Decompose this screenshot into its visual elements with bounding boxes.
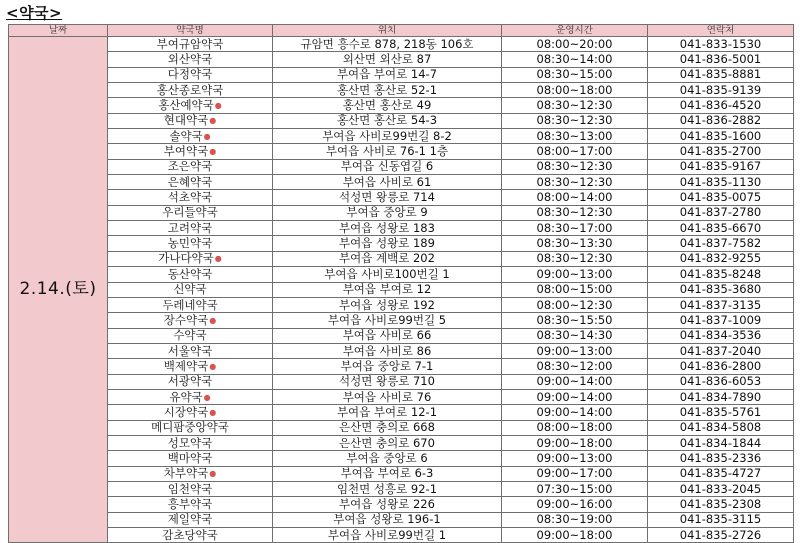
pharmacy-name-cell: [108, 159, 273, 174]
pharmacy-name: 시장약국: [163, 404, 209, 419]
pharmacy-name-cell: [108, 98, 273, 113]
phone-cell: 041-835-3680: [648, 282, 794, 297]
table-row: [9, 37, 794, 52]
pharmacy-name-cell: [108, 113, 273, 128]
pharmacy-name: 메디팜중앙약국: [151, 420, 229, 435]
pharmacy-name-cell: [108, 67, 273, 82]
marker-dot-icon: ●: [209, 407, 217, 417]
phone-cell: 041-835-8248: [648, 267, 794, 282]
phone-cell: 041-836-2800: [648, 359, 794, 374]
hours-cell: 09:00~16:00: [502, 497, 648, 512]
location-cell: 부여읍 사비로 76: [273, 389, 502, 404]
phone-cell: 041-835-6670: [648, 221, 794, 236]
date-cell: 2.14.(토): [9, 37, 108, 543]
pharmacy-name: 수약국: [173, 328, 207, 343]
header-hours: 운영시간: [502, 25, 648, 37]
location-cell: 부여읍 사비로100번길 1: [273, 267, 502, 282]
pharmacy-name-cell: [108, 83, 273, 98]
pharmacy-name: 흥부약국: [167, 496, 213, 511]
pharmacy-name-cell: [108, 267, 273, 282]
location-cell: 은산면 충의로 668: [273, 420, 502, 435]
header-phone: 연락처: [648, 25, 794, 37]
phone-cell: 041-837-2780: [648, 205, 794, 220]
phone-cell: 041-834-7890: [648, 389, 794, 404]
hours-cell: 08:30~14:30: [502, 328, 648, 343]
pharmacy-name: 동산약국: [167, 266, 213, 281]
location-cell: 부여읍 성왕로 226: [273, 497, 502, 512]
table-row: [9, 374, 794, 389]
hours-cell: 08:00~12:30: [502, 297, 648, 312]
location-cell: 부여읍 사비로 61: [273, 175, 502, 190]
phone-cell: 041-835-2700: [648, 144, 794, 159]
hours-cell: 08:00~15:00: [502, 282, 648, 297]
hours-cell: 08:30~13:00: [502, 129, 648, 144]
phone-cell: 041-837-2040: [648, 343, 794, 358]
location-cell: 부여읍 부여로 12-1: [273, 405, 502, 420]
pharmacy-name: 농민약국: [167, 236, 213, 251]
pharmacy-name: 제일약국: [167, 512, 213, 527]
table-row: [9, 435, 794, 450]
table-row: [9, 205, 794, 220]
table-body: [9, 37, 794, 543]
table-row: [9, 159, 794, 174]
table-row: [9, 451, 794, 466]
location-cell: 부여읍 부여로 6-3: [273, 466, 502, 481]
header-name: 약국명: [108, 25, 273, 37]
pharmacy-name: 현대약국: [163, 113, 209, 128]
table-row: [9, 267, 794, 282]
pharmacy-name-cell: [108, 144, 273, 159]
table-row: [9, 221, 794, 236]
pharmacy-name: 부여약국: [163, 144, 209, 159]
location-cell: 부여읍 부여로 12: [273, 282, 502, 297]
location-cell: 규암면 흥수로 878, 218동 106호: [273, 37, 502, 52]
location-cell: 석성면 왕릉로 714: [273, 190, 502, 205]
hours-cell: 09:00~13:00: [502, 451, 648, 466]
phone-cell: 041-835-4727: [648, 466, 794, 481]
hours-cell: 07:30~15:00: [502, 481, 648, 496]
pharmacy-name: 유약국: [169, 389, 203, 404]
pharmacy-name: 외산약국: [167, 52, 213, 67]
pharmacy-name-cell: [108, 497, 273, 512]
location-cell: 부여읍 부여로 14-7: [273, 67, 502, 82]
pharmacy-name-cell: [108, 297, 273, 312]
pharmacy-name-cell: [108, 190, 273, 205]
pharmacy-name-cell: [108, 481, 273, 496]
table-row: [9, 175, 794, 190]
pharmacy-name: 가나다약국: [158, 251, 214, 266]
table-row: [9, 389, 794, 404]
pharmacy-name-cell: [108, 466, 273, 481]
hours-cell: 09:00~13:00: [502, 267, 648, 282]
phone-cell: 041-835-2336: [648, 451, 794, 466]
phone-cell: 041-835-0075: [648, 190, 794, 205]
hours-cell: 09:00~14:00: [502, 374, 648, 389]
pharmacy-name: 홍산예약국: [158, 98, 214, 113]
pharmacy-name-cell: [108, 313, 273, 328]
hours-cell: 08:30~15:50: [502, 313, 648, 328]
pharmacy-name: 감초당약국: [162, 527, 218, 542]
phone-cell: 041-836-4520: [648, 98, 794, 113]
pharmacy-name: 백제약국: [163, 358, 209, 373]
hours-cell: 08:30~12:30: [502, 251, 648, 266]
phone-cell: 041-832-9255: [648, 251, 794, 266]
pharmacy-name: 성모약국: [167, 435, 213, 450]
location-cell: 부여읍 중앙로 6: [273, 451, 502, 466]
pharmacy-name: 솔약국: [169, 128, 203, 143]
phone-cell: 041-834-5808: [648, 420, 794, 435]
phone-cell: 041-837-7582: [648, 236, 794, 251]
pharmacy-name: 다정약국: [167, 67, 213, 82]
pharmacy-name-cell: [108, 405, 273, 420]
table-row: [9, 343, 794, 358]
hours-cell: 08:00~14:00: [502, 190, 648, 205]
phone-cell: 041-833-1530: [648, 37, 794, 52]
location-cell: 부여읍 계백로 202: [273, 251, 502, 266]
hours-cell: 08:30~12:00: [502, 359, 648, 374]
location-cell: 부여읍 성왕로 196-1: [273, 512, 502, 527]
pharmacy-name-cell: [108, 359, 273, 374]
pharmacy-name-cell: [108, 420, 273, 435]
pharmacy-name-cell: [108, 52, 273, 67]
pharmacy-name: 은혜약국: [167, 174, 213, 189]
table-row: [9, 236, 794, 251]
pharmacy-name-cell: [108, 282, 273, 297]
phone-cell: 041-834-1844: [648, 435, 794, 450]
table-row: [9, 190, 794, 205]
hours-cell: 09:00~14:00: [502, 389, 648, 404]
marker-dot-icon: ●: [209, 147, 217, 157]
hours-cell: 08:30~17:00: [502, 221, 648, 236]
table-row: [9, 328, 794, 343]
location-cell: 외산면 외산로 87: [273, 52, 502, 67]
hours-cell: 08:00~18:00: [502, 420, 648, 435]
pharmacy-table: [8, 24, 794, 543]
table-header-row: [9, 25, 794, 37]
hours-cell: 08:00~17:00: [502, 144, 648, 159]
marker-dot-icon: ●: [209, 315, 217, 325]
location-cell: 부여읍 사비로99번길 8-2: [273, 129, 502, 144]
phone-cell: 041-835-9167: [648, 159, 794, 174]
location-cell: 부여읍 사비로 86: [273, 343, 502, 358]
hours-cell: 09:00~14:00: [502, 405, 648, 420]
table-row: [9, 313, 794, 328]
phone-cell: 041-835-9139: [648, 83, 794, 98]
phone-cell: 041-835-1600: [648, 129, 794, 144]
location-cell: 홍산면 홍산로 49: [273, 98, 502, 113]
location-cell: 임천면 성흥로 92-1: [273, 481, 502, 496]
marker-dot-icon: ●: [203, 392, 211, 402]
phone-cell: 041-837-3135: [648, 297, 794, 312]
hours-cell: 08:30~13:30: [502, 236, 648, 251]
pharmacy-name-cell: [108, 512, 273, 527]
pharmacy-name-cell: [108, 236, 273, 251]
location-cell: 부여읍 사비로99번길 5: [273, 313, 502, 328]
table-row: [9, 98, 794, 113]
table-row: [9, 52, 794, 67]
hours-cell: 09:00~18:00: [502, 435, 648, 450]
marker-dot-icon: ●: [203, 131, 211, 141]
phone-cell: 041-833-2045: [648, 481, 794, 496]
phone-cell: 041-834-3536: [648, 328, 794, 343]
phone-cell: 041-835-5761: [648, 405, 794, 420]
location-cell: 부여읍 성왕로 192: [273, 297, 502, 312]
pharmacy-name-cell: [108, 221, 273, 236]
hours-cell: 08:00~18:00: [502, 83, 648, 98]
pharmacy-name-cell: [108, 374, 273, 389]
pharmacy-name: 장수약국: [163, 312, 209, 327]
pharmacy-name-cell: [108, 129, 273, 144]
pharmacy-name-cell: [108, 205, 273, 220]
pharmacy-name: 백마약국: [167, 450, 213, 465]
hours-cell: 08:30~15:00: [502, 67, 648, 82]
phone-cell: 041-835-2308: [648, 497, 794, 512]
location-cell: 부여읍 사비로99번길 1: [273, 528, 502, 543]
hours-cell: 08:30~19:00: [502, 512, 648, 527]
pharmacy-name-cell: [108, 175, 273, 190]
pharmacy-name-cell: [108, 37, 273, 52]
hours-cell: 08:00~20:00: [502, 37, 648, 52]
table-row: [9, 405, 794, 420]
pharmacy-name-cell: [108, 251, 273, 266]
pharmacy-name: 두레네약국: [162, 297, 218, 312]
pharmacy-name: 서울약국: [167, 343, 213, 358]
location-cell: 홍산면 홍산로 54-3: [273, 113, 502, 128]
location-cell: 부여읍 중앙로 7-1: [273, 359, 502, 374]
marker-dot-icon: ●: [214, 254, 222, 264]
table-row: [9, 481, 794, 496]
phone-cell: 041-836-5001: [648, 52, 794, 67]
hours-cell: 09:00~13:00: [502, 343, 648, 358]
pharmacy-name: 신약국: [173, 282, 207, 297]
table-row: [9, 67, 794, 82]
table-row: [9, 297, 794, 312]
pharmacy-name: 고려약국: [167, 220, 213, 235]
location-cell: 부여읍 성왕로 189: [273, 236, 502, 251]
location-cell: 홍산면 홍산로 52-1: [273, 83, 502, 98]
location-cell: 석성면 왕릉로 710: [273, 374, 502, 389]
hours-cell: 09:00~18:00: [502, 528, 648, 543]
pharmacy-name-cell: [108, 343, 273, 358]
table-row: [9, 466, 794, 481]
pharmacy-name: 조은약국: [167, 159, 213, 174]
hours-cell: 08:30~12:30: [502, 205, 648, 220]
pharmacy-name-cell: [108, 328, 273, 343]
pharmacy-name-cell: [108, 528, 273, 543]
phone-cell: 041-835-1130: [648, 175, 794, 190]
header-date: 날짜: [9, 25, 108, 37]
location-cell: 부여읍 사비로 76-1 1층: [273, 144, 502, 159]
table-row: [9, 497, 794, 512]
marker-dot-icon: ●: [209, 361, 217, 371]
phone-cell: 041-837-1009: [648, 313, 794, 328]
phone-cell: 041-835-3115: [648, 512, 794, 527]
pharmacy-name: 차부약국: [163, 466, 209, 481]
hours-cell: 08:30~12:30: [502, 98, 648, 113]
pharmacy-name-cell: [108, 451, 273, 466]
pharmacy-name: 부여규암약국: [156, 36, 224, 51]
pharmacy-name: 홍산종로약국: [156, 82, 224, 97]
phone-cell: 041-835-8881: [648, 67, 794, 82]
pharmacy-name: 우리들약국: [162, 205, 218, 220]
table-row: [9, 83, 794, 98]
hours-cell: 08:30~12:30: [502, 113, 648, 128]
location-cell: 부여읍 사비로 66: [273, 328, 502, 343]
marker-dot-icon: ●: [209, 469, 217, 479]
hours-cell: 09:00~17:00: [502, 466, 648, 481]
hours-cell: 08:30~12:30: [502, 175, 648, 190]
table-row: [9, 251, 794, 266]
location-cell: 부여읍 신동엽길 6: [273, 159, 502, 174]
table-row: [9, 113, 794, 128]
hours-cell: 08:30~14:00: [502, 52, 648, 67]
pharmacy-name: 석초약국: [167, 190, 213, 205]
table-row: [9, 420, 794, 435]
phone-cell: 041-836-6053: [648, 374, 794, 389]
marker-dot-icon: ●: [214, 101, 222, 111]
table-row: [9, 528, 794, 543]
pharmacy-name: 임천약국: [167, 481, 213, 496]
pharmacy-name: 서광약국: [167, 374, 213, 389]
table-row: [9, 144, 794, 159]
table-row: [9, 282, 794, 297]
pharmacy-name-cell: [108, 435, 273, 450]
table-row: [9, 512, 794, 527]
table-row: [9, 129, 794, 144]
pharmacy-name-cell: [108, 389, 273, 404]
location-cell: 은산면 충의로 670: [273, 435, 502, 450]
page-title: <약국>: [6, 4, 63, 22]
location-cell: 부여읍 중앙로 9: [273, 205, 502, 220]
table-row: [9, 359, 794, 374]
marker-dot-icon: ●: [209, 116, 217, 126]
header-location: 위치: [273, 25, 502, 37]
phone-cell: 041-835-2726: [648, 528, 794, 543]
location-cell: 부여읍 성왕로 183: [273, 221, 502, 236]
hours-cell: 08:30~12:30: [502, 159, 648, 174]
phone-cell: 041-836-2882: [648, 113, 794, 128]
